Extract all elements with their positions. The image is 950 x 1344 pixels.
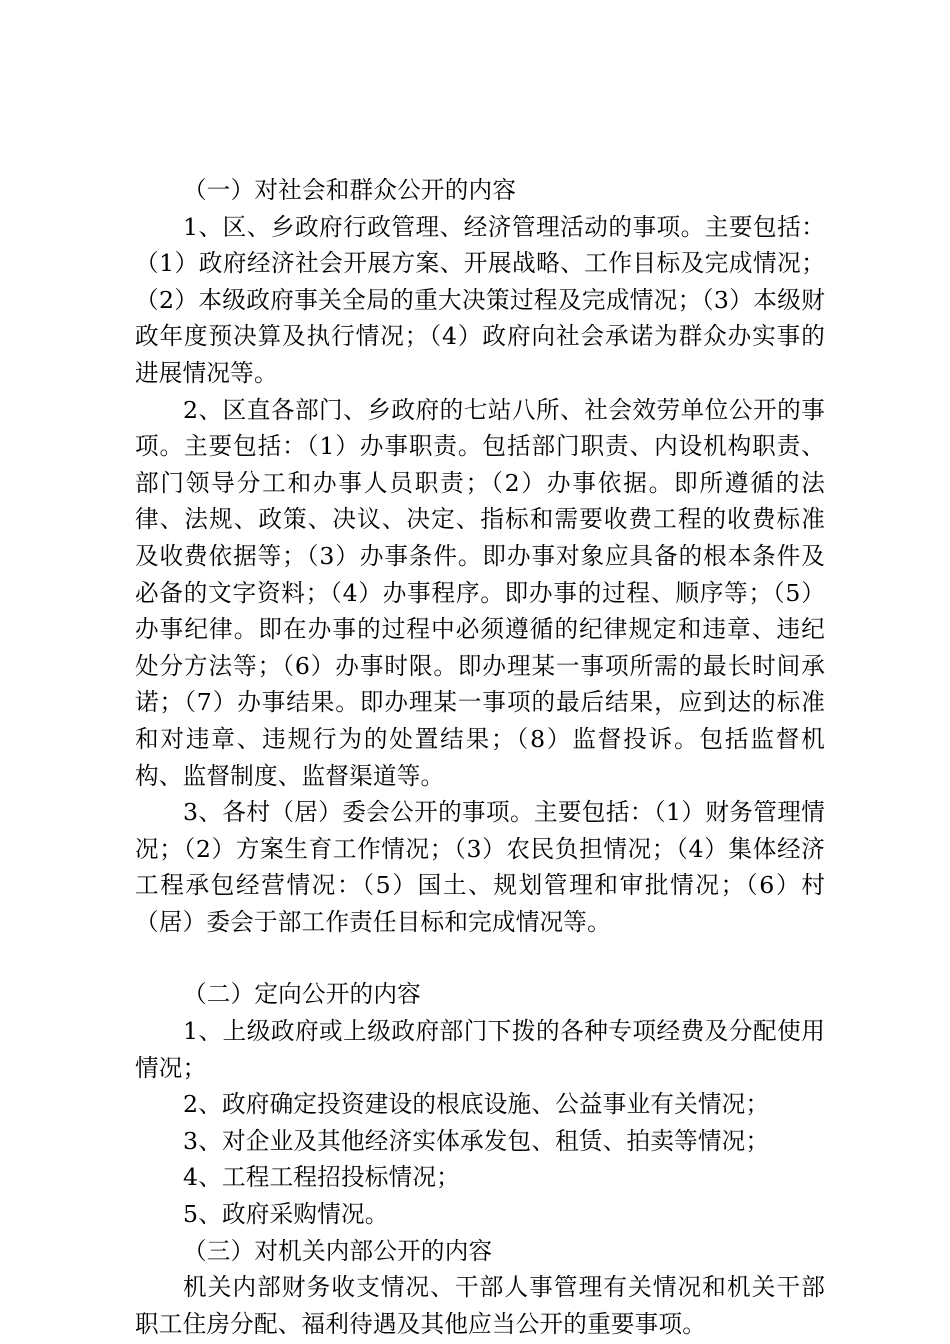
section-directed [135, 976, 825, 1232]
section-heading: （一）对社会和群众公开的内容 [183, 176, 517, 204]
paragraph: 1、上级政府或上级政府部门下拨的各种专项经费及分配使用情况； [135, 1017, 825, 1082]
section-internal [135, 1233, 825, 1343]
paragraph: 4、工程工程招投标情况； [183, 1163, 460, 1192]
paragraph: 2、政府确定投资建设的根底设施、公益事业有关情况； [183, 1090, 770, 1119]
paragraph: 1、区、乡政府行政管理、经济管理活动的事项。主要包括：（1）政府经济社会开展方案、开展战略、工作目标及完成情况；（2）本级政府事关全局的重大决策过程及完成情况；（3）本级财政年度预决算及执行情况；（4）政府向社会承诺为群众办实事的进展情况等。 [135, 212, 825, 387]
paragraph: 3、各村（居）委会公开的事项。主要包括：（1）财务管理情况；（2）方案生育工作情况；（3）农民负担情况；（4）集体经济工程承包经营情况：（5）国土、规划管理和审批情况；（6）村（居）委会于部工作责任目标和完成情况等。 [135, 798, 825, 936]
section-spacer [135, 940, 825, 976]
paragraph: 5、政府采购情况。 [183, 1200, 389, 1229]
section-heading: （三）对机关内部公开的内容 [183, 1236, 493, 1265]
paragraph: 3、对企业及其他经济实体承发包、租赁、拍卖等情况； [183, 1126, 770, 1155]
paragraph: 2、区直各部门、乡政府的七站八所、社会效劳单位公开的事项。主要包括：（1）办事职责。包括部门职责、内设机构职责、部门领导分工和办事人员职责；（2）办事依据。即所遵循的法律、法规、政策、决议、决定、指标和需要收费工程的收费标准及收费依据等；（3）办事条件。即办事对象应具备的根本条件及必备的文字资料；（4）办事程序。即办事的过程、顺序等；（5）办事纪律。即在办事的过程中必须遵循的纪律规定和违章、违纪处分方法等；（6）办事时限。即办理某一事项所需的最长时间承诺；（7）办事结果。即办理某一事项的最后结果，应到达的标准和对违章、违规行为的处置结果；（8）监督投诉。包括监督机构、监督制度、监督渠道等。 [135, 395, 825, 790]
section-public [135, 172, 825, 940]
section-heading: （二）定向公开的内容 [183, 980, 421, 1009]
paragraph: 机关内部财务收支情况、干部人事管理有关情况和机关干部职工住房分配、福利待遇及其他应当公开的重要事项。 [135, 1273, 825, 1338]
document-page [135, 172, 825, 1342]
